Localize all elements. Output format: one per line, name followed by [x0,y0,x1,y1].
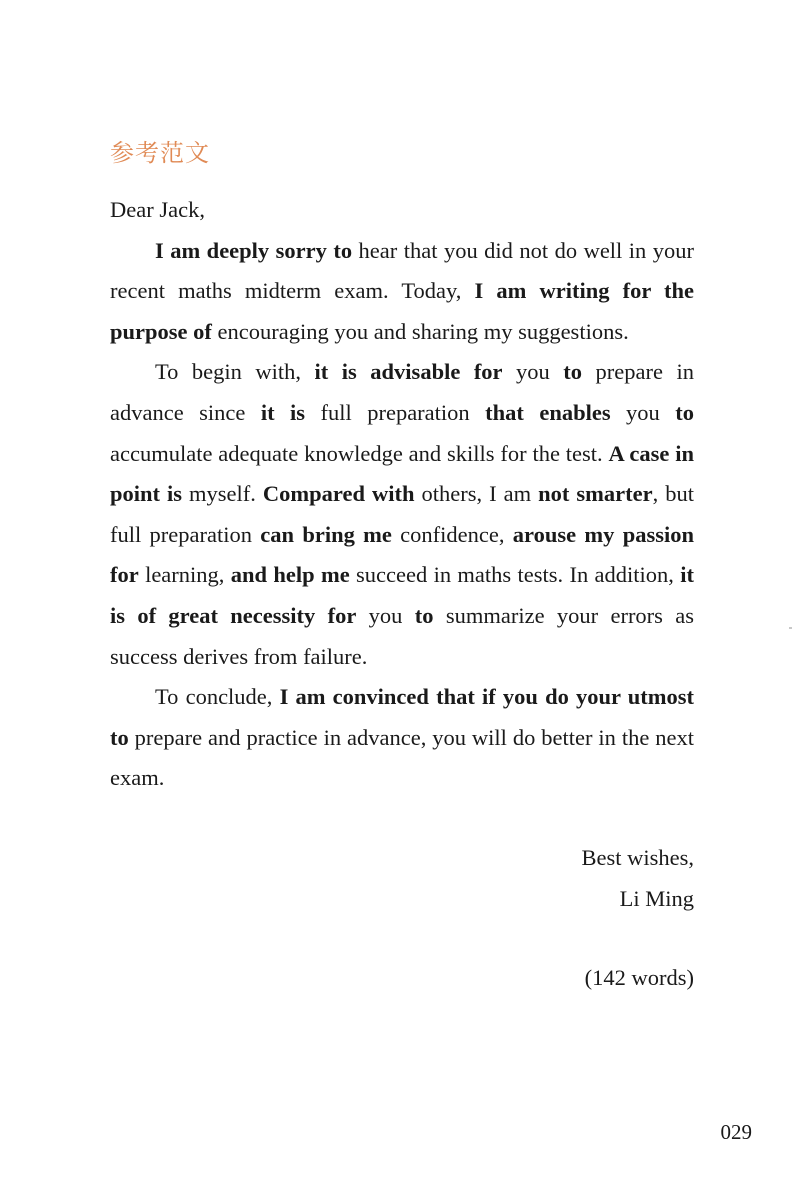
text-run: prepare in advance since [110,359,694,425]
bold-phrase: I am convinced that if you do your utmost to [110,684,694,750]
text-run: To conclude, [155,684,280,710]
salutation: Dear Jack, [110,197,205,222]
word-count: (142 words) [584,965,694,990]
bold-phrase: to [563,359,583,385]
paragraph-2 [110,352,694,677]
text-run: To begin with, [155,359,315,385]
paragraph-1 [110,231,694,353]
text-run: succeed in maths tests. In addition, [349,562,681,588]
letter-body [110,190,694,799]
text-run: prepare and practice in advance, you will do better in the next exam. [110,724,694,791]
paragraph-3 [110,677,694,799]
bold-phrase: to [675,399,694,425]
bold-phrase: Compared with [262,481,415,507]
text-run: you [502,359,564,385]
text-run: , but full preparation [110,481,695,547]
text-run: myself. [182,481,263,507]
bold-phrase: that enables [485,399,611,425]
text-run: accumulate adequate knowledge and skills for the test. [110,440,609,466]
text-run: learning, [138,562,231,588]
bold-phrase: A case in point is [110,440,694,507]
bold-phrase: I am writing for the purpose of [110,278,694,344]
text-run: hear that you did not do well in your recent maths midterm exam. Today, [110,237,694,304]
bold-phrase: can bring me [260,521,392,547]
text-run: summarize your errors as success derives from failure. [110,602,695,669]
text-run: you [610,399,676,425]
closing-phrase: Best wishes, [581,845,694,870]
text-run: you [356,602,415,628]
signature-name: Li Ming [619,885,694,911]
bold-phrase: it is of great necessity for [110,562,695,628]
bold-phrase: it is [260,399,306,425]
bold-phrase: and help me [230,562,350,588]
text-run: encouraging you and sharing my suggestions. [211,318,629,344]
bold-phrase: arouse my passion for [110,521,694,588]
text-run: full preparation [305,399,486,425]
page-number: 029 [720,1120,752,1144]
bold-phrase: it is advisable for [314,359,503,385]
text-run: confidence, [391,521,513,547]
section-heading: 参考范文 [110,139,210,167]
bold-phrase: to [414,602,434,628]
scan-speck [789,627,792,629]
text-run: others, I am [414,481,539,507]
bold-phrase: I am deeply sorry to [155,237,353,263]
bold-phrase: not smarter [538,481,653,507]
letter-closing [582,838,695,919]
